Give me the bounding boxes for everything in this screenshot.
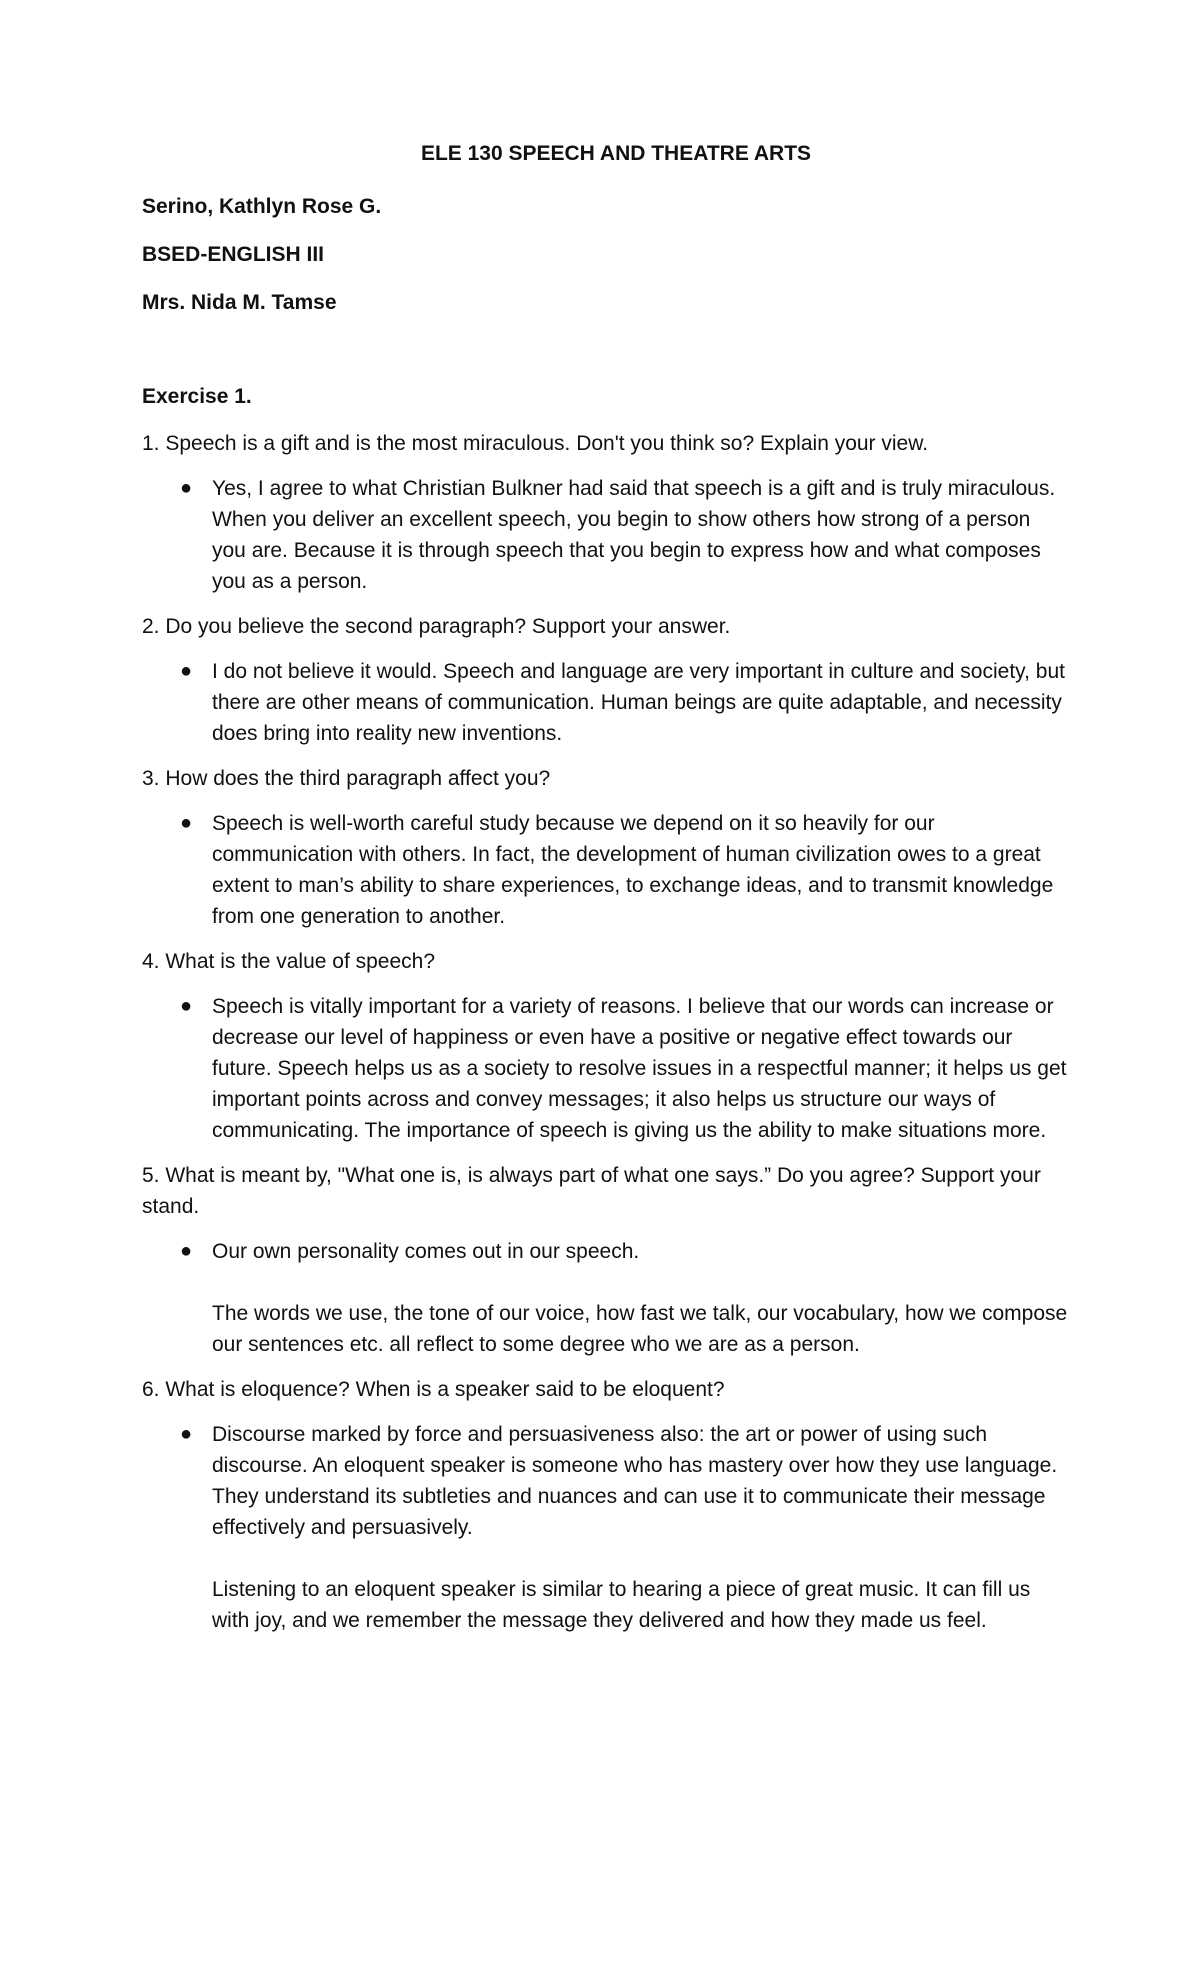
answer-2	[142, 656, 1070, 749]
document-title: ELE 130 SPEECH AND THEATRE ARTS	[420, 142, 812, 165]
question-6: 6. What is eloquence? When is a speaker said to be eloquent?	[142, 1378, 725, 1401]
answer-paragraph: The words we use, the tone of our voice, how fast we talk, our vocabulary, how we compose our sentences etc. all reflect to some degree who we are as a person.	[212, 1302, 1068, 1356]
answer-3	[142, 808, 1070, 932]
answer-paragraph: Speech is well-worth careful study because we depend on it so heavily for our communication with others. In fact, the development of human civilization owes to a great extent to man’s ability to share experiences, to exchange ideas, and to transmit knowledge from one generation to another.	[212, 812, 1054, 928]
question-5: 5. What is meant by, "What one is, is always part of what one says.” Do you agree? Support your stand.	[142, 1164, 1041, 1218]
course-name: BSED-ENGLISH III	[142, 243, 325, 266]
answer-5	[142, 1236, 1070, 1360]
answer-body	[212, 473, 1070, 597]
bullet-icon: ●	[180, 1423, 193, 1445]
bullet-icon: ●	[180, 1240, 193, 1262]
answer-paragraph: Discourse marked by force and persuasiveness also: the art or power of using such discourse. An eloquent speaker is someone who has mastery over how they use language. They understand its subtleties and nuances and can use it to communicate their message effectively and persuasively.	[212, 1423, 1058, 1539]
answer-paragraph: Speech is vitally important for a variety of reasons. I believe that our words can increase or decrease our level of happiness or even have a positive or negative effect towards our future. Speech helps us as a society to resolve issues in a respectful manner; it helps us get important points across and convey messages; it also helps us structure our ways of communicating. The importance of speech is giving us the ability to make situations more.	[212, 995, 1067, 1142]
answer-1	[142, 473, 1070, 597]
answer-body	[212, 1236, 1070, 1360]
answer-4	[142, 991, 1070, 1146]
answer-body	[212, 991, 1070, 1146]
bullet-icon: ●	[180, 812, 193, 834]
answer-paragraph: Our own personality comes out in our speech.	[212, 1240, 640, 1263]
exercise-heading: Exercise 1.	[142, 385, 252, 408]
instructor-name: Mrs. Nida M. Tamse	[142, 291, 337, 314]
answer-paragraph: Listening to an eloquent speaker is similar to hearing a piece of great music. It can fill us with joy, and we remember the message they delivered and how they made us feel.	[212, 1578, 1031, 1632]
question-1: 1. Speech is a gift and is the most miraculous. Don't you think so? Explain your view.	[142, 432, 929, 455]
answer-body	[212, 656, 1070, 749]
bullet-icon: ●	[180, 660, 193, 682]
answer-paragraph: Yes, I agree to what Christian Bulkner had said that speech is a gift and is truly miraculous. When you deliver an excellent speech, you begin to show others how strong of a person you are. Because it is through speech that you begin to express how and what composes you as a person.	[212, 477, 1056, 593]
answer-6	[142, 1419, 1070, 1636]
question-2: 2. Do you believe the second paragraph? Support your answer.	[142, 615, 731, 638]
question-4: 4. What is the value of speech?	[142, 950, 436, 973]
answer-body	[212, 1419, 1070, 1636]
bullet-icon: ●	[180, 477, 193, 499]
question-3: 3. How does the third paragraph affect you?	[142, 767, 551, 790]
bullet-icon: ●	[180, 995, 193, 1017]
student-name: Serino, Kathlyn Rose G.	[142, 195, 382, 218]
answer-body	[212, 808, 1070, 932]
answer-paragraph: I do not believe it would. Speech and language are very important in culture and society, but there are other means of communication. Human beings are quite adaptable, and necessity does bring into reality new inventions.	[212, 660, 1065, 745]
